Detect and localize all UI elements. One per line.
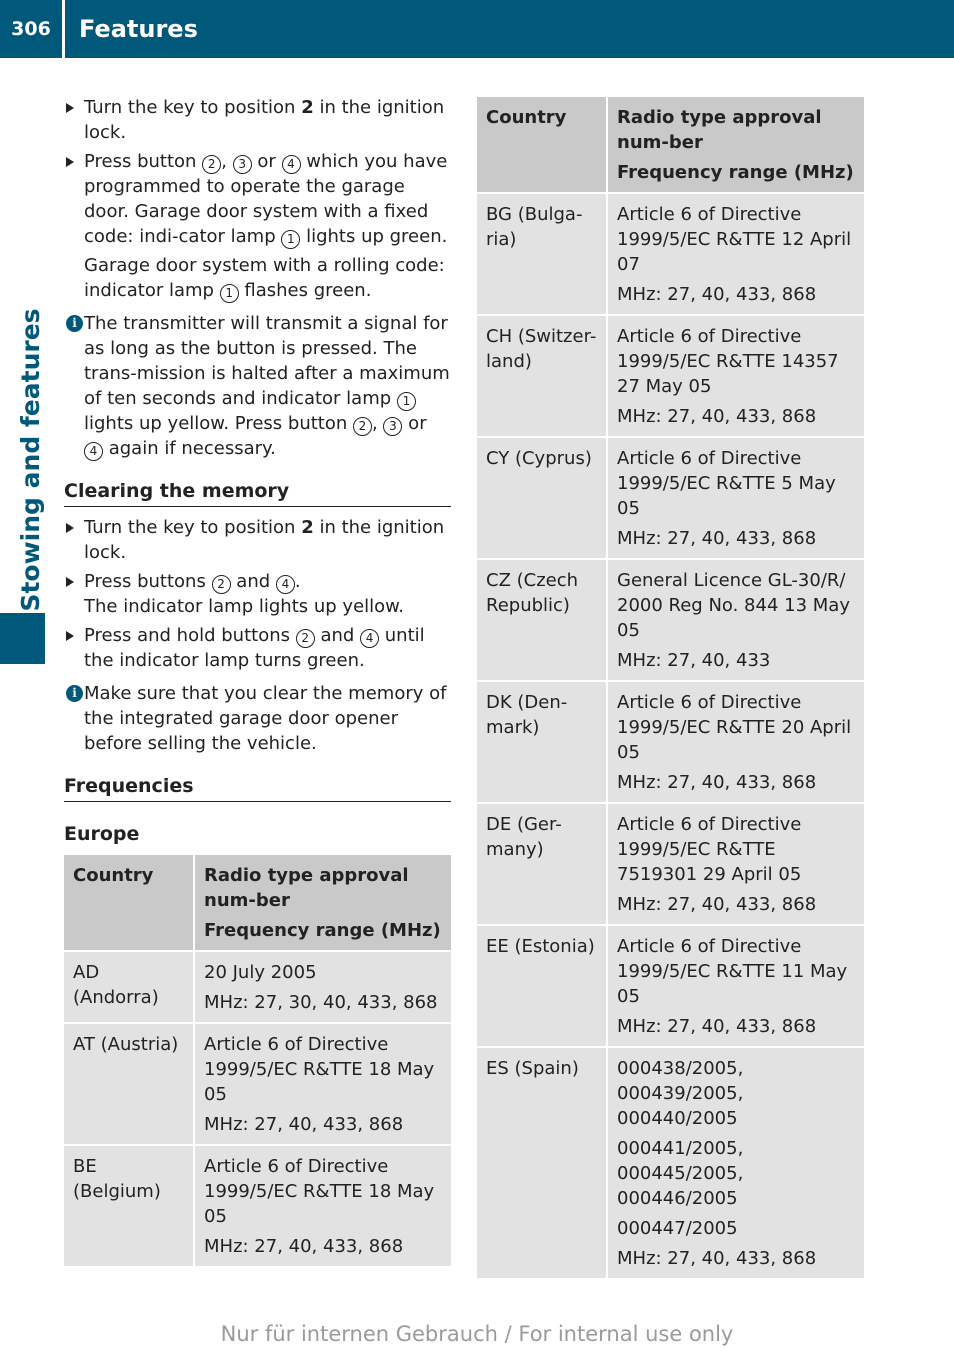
frequency-table-left	[64, 855, 451, 1266]
approval-cell	[607, 681, 864, 803]
frequency-range: MHz: 27, 40, 433, 868	[617, 894, 817, 915]
step-item: Turn the key to position 2 in the ignition lock.	[64, 515, 451, 565]
table-row	[477, 315, 864, 437]
column-header-approval: Radio type approval num-ber Frequency range (MHz)	[607, 97, 864, 193]
approval-cell	[607, 193, 864, 315]
approval-number: 000438/2005, 000439/2005, 000440/2005	[617, 1058, 744, 1129]
approval-cell	[194, 951, 451, 1023]
header-divider	[62, 0, 65, 58]
approval-number: Article 6 of Directive 1999/5/EC R&TTE 18 May 05	[204, 1156, 435, 1227]
left-column	[64, 95, 451, 1266]
indicator-lamp-icon: 1	[397, 392, 416, 411]
table-row	[477, 1047, 864, 1278]
approval-cell	[607, 803, 864, 925]
page-title: Features	[79, 15, 198, 43]
frequency-range: MHz: 27, 40, 433, 868	[617, 406, 817, 427]
country-cell: DK (Den-mark)	[477, 681, 607, 803]
approval-number: Article 6 of Directive 1999/5/EC R&TTE 20 April 05	[617, 692, 852, 763]
indicator-lamp-icon: 1	[281, 230, 300, 249]
info-note: i Make sure that you clear the memory of the integrated garage door opener before selling the vehicle.	[64, 681, 451, 756]
approval-number: Article 6 of Directive 1999/5/EC R&TTE 12 April 07	[617, 204, 852, 275]
table-header-row	[64, 855, 451, 951]
approval-number: Article 6 of Directive 1999/5/EC R&TTE 5 May 05	[617, 448, 836, 519]
info-note: i The transmitter will transmit a signal for as long as the button is pressed. The trans-mission is halted after a maximum of ten seconds and indicator lamp 1 lights up yellow. Press button 2 , 3 or 4 again if necessary.	[64, 311, 451, 461]
info-icon: i	[66, 685, 83, 702]
approval-number: Article 6 of Directive 1999/5/EC R&TTE 14357 27 May 05	[617, 326, 839, 397]
table-row	[477, 437, 864, 559]
info-icon: i	[66, 315, 83, 332]
table-row	[477, 681, 864, 803]
approval-cell	[194, 1145, 451, 1266]
indicator-lamp-icon: 1	[220, 284, 239, 303]
country-cell: CH (Switzer-land)	[477, 315, 607, 437]
step-item: Press and hold buttons 2 and 4 until the indicator lamp turns green.	[64, 623, 451, 673]
right-column	[477, 97, 864, 1278]
approval-cell	[607, 437, 864, 559]
frequency-range: MHz: 27, 40, 433, 868	[617, 1248, 817, 1269]
frequency-range: MHz: 27, 40, 433, 868	[617, 1016, 817, 1037]
country-cell: AT (Austria)	[64, 1023, 194, 1145]
approval-number: 000441/2005, 000445/2005, 000446/2005	[617, 1138, 744, 1209]
frequency-range: MHz: 27, 40, 433, 868	[204, 1114, 404, 1135]
table-row	[477, 193, 864, 315]
approval-number: Article 6 of Directive 1999/5/EC R&TTE 11 May 05	[617, 936, 848, 1007]
approval-cell	[607, 925, 864, 1047]
approval-number: Article 6 of Directive 1999/5/EC R&TTE 7519301 29 April 05	[617, 814, 802, 885]
country-cell: CZ (Czech Republic)	[477, 559, 607, 681]
subheading-europe: Europe	[64, 823, 140, 845]
approval-number: 000447/2005	[617, 1218, 738, 1239]
frequency-table-right	[477, 97, 864, 1278]
step-item: Turn the key to position 2 in the ignition lock.	[64, 95, 451, 145]
country-cell: AD (Andorra)	[64, 951, 194, 1023]
table-header-row	[477, 97, 864, 193]
column-header-country: Country	[64, 855, 194, 951]
button-2-icon: 2	[353, 417, 372, 436]
table-row	[477, 559, 864, 681]
step-item: Press buttons 2 and 4 . The indicator lamp lights up yellow.	[64, 569, 451, 619]
table-row	[64, 1023, 451, 1145]
approval-number: Article 6 of Directive 1999/5/EC R&TTE 18 May 05	[204, 1034, 435, 1105]
button-2-icon: 2	[202, 155, 221, 174]
frequency-range: MHz: 27, 40, 433	[617, 650, 771, 671]
button-4-icon: 4	[282, 155, 301, 174]
country-cell: BG (Bulga-ria)	[477, 193, 607, 315]
approval-number: General Licence GL-30/R/ 2000 Reg No. 844 13 May 05	[617, 570, 850, 641]
button-3-icon: 3	[383, 417, 402, 436]
table-row	[64, 951, 451, 1023]
approval-cell	[607, 315, 864, 437]
footer-watermark: Nur für internen Gebrauch / For internal use only	[220, 1322, 734, 1346]
step-item: Press button 2 , 3 or 4 which you have programmed to operate the garage door. Garage door system with a fixed code: indi-cator lamp 1 lights up green.	[64, 149, 451, 249]
country-cell: ES (Spain)	[477, 1047, 607, 1278]
column-header-approval: Radio type approval num-ber Frequency range (MHz)	[194, 855, 451, 951]
approval-number: 20 July 2005	[204, 962, 317, 983]
page-number: 306	[11, 18, 51, 40]
side-section-title: Stowing and features	[15, 308, 45, 612]
approval-cell	[607, 1047, 864, 1278]
button-2-icon: 2	[296, 629, 315, 648]
section-heading-clearing: Clearing the memory	[64, 479, 451, 507]
country-cell: CY (Cyprus)	[477, 437, 607, 559]
button-4-icon: 4	[360, 629, 379, 648]
table-row	[64, 1145, 451, 1266]
frequency-range: MHz: 27, 40, 433, 868	[617, 772, 817, 793]
frequency-range: MHz: 27, 40, 433, 868	[617, 284, 817, 305]
button-3-icon: 3	[233, 155, 252, 174]
frequency-range: MHz: 27, 40, 433, 868	[204, 1236, 404, 1257]
country-cell: EE (Estonia)	[477, 925, 607, 1047]
table-row	[477, 925, 864, 1047]
button-4-icon: 4	[276, 575, 295, 594]
button-2-icon: 2	[212, 575, 231, 594]
button-4-icon: 4	[84, 442, 103, 461]
table-row	[477, 803, 864, 925]
frequency-range: MHz: 27, 40, 433, 868	[617, 528, 817, 549]
frequency-range: MHz: 27, 30, 40, 433, 868	[204, 992, 438, 1013]
country-cell: BE (Belgium)	[64, 1145, 194, 1266]
column-header-country: Country	[477, 97, 607, 193]
step-note: Garage door system with a rolling code: indicator lamp 1 flashes green.	[84, 255, 445, 301]
section-heading-frequencies: Frequencies	[64, 774, 451, 802]
approval-cell	[607, 559, 864, 681]
country-cell: DE (Ger-many)	[477, 803, 607, 925]
approval-cell	[194, 1023, 451, 1145]
